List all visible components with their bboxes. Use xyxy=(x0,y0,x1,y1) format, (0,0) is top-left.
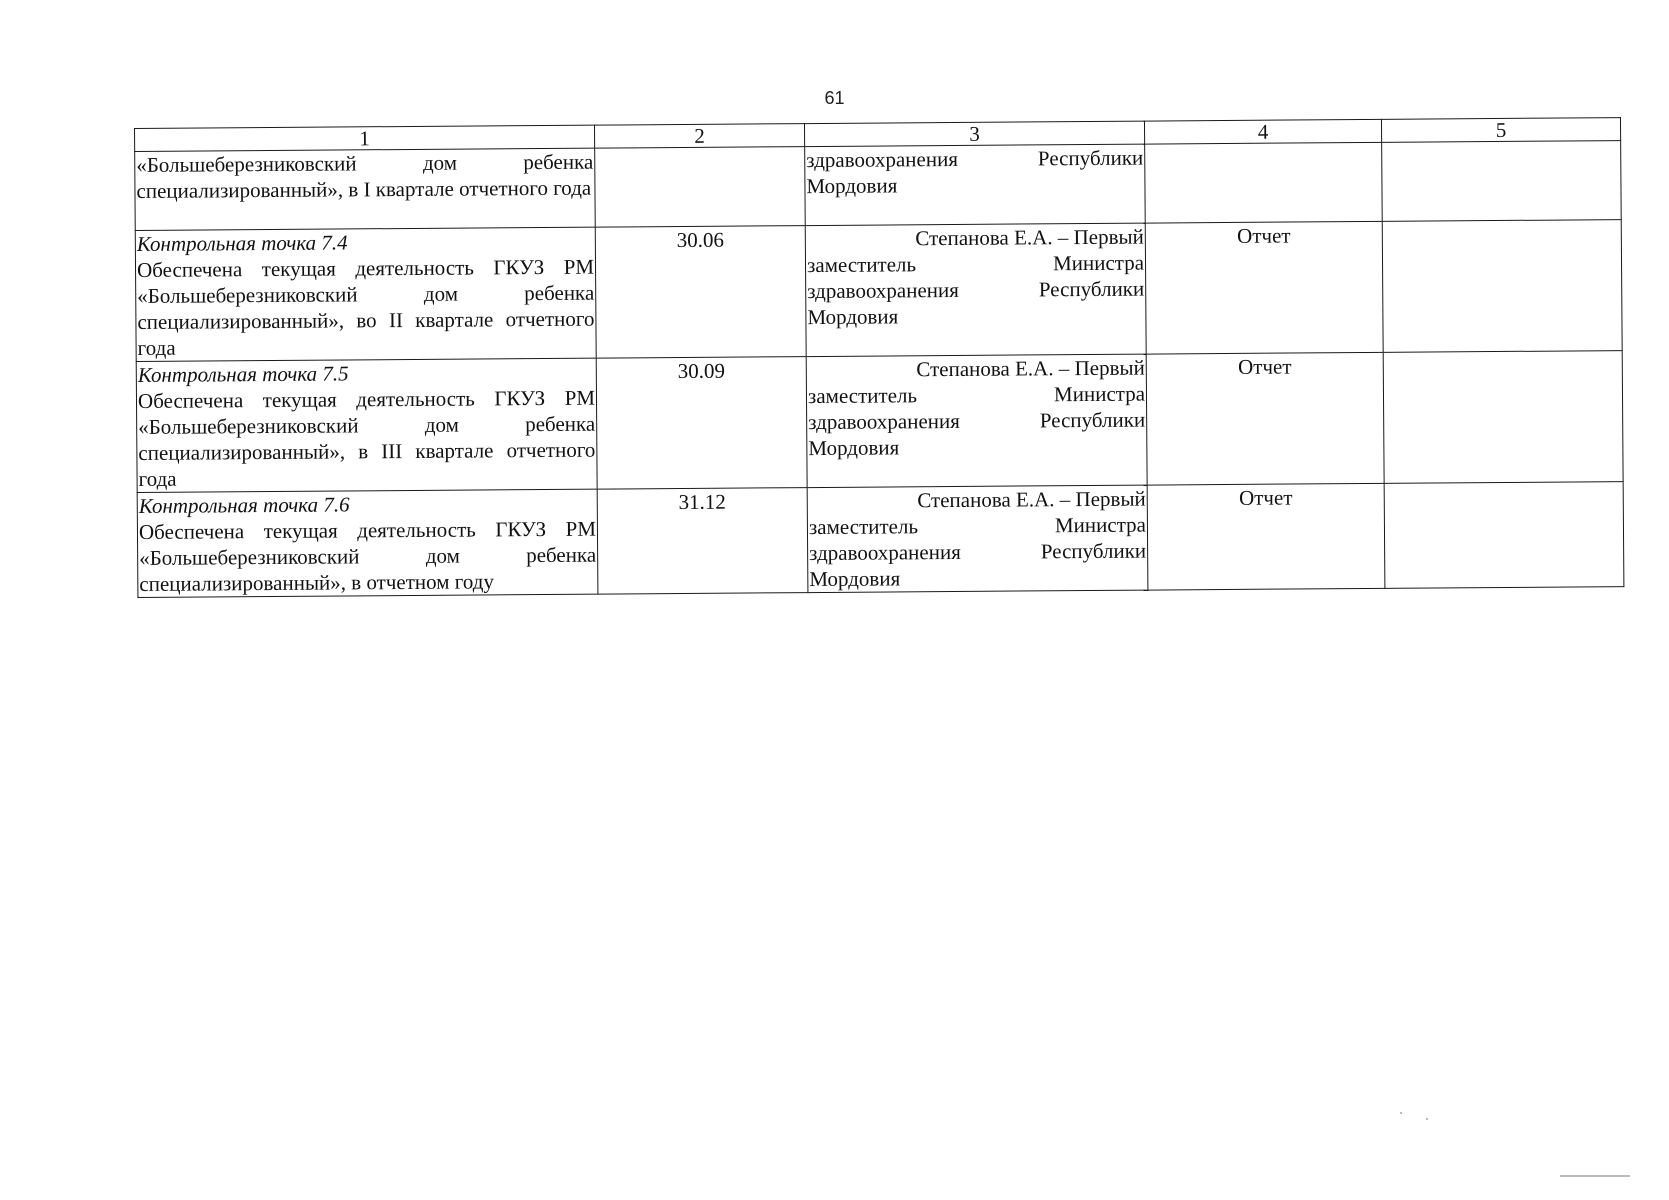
responsible-name: Степанова Е.А. – Первый xyxy=(916,355,1145,382)
date-cell xyxy=(597,488,808,595)
event-cell xyxy=(136,358,597,492)
event-cell xyxy=(135,148,596,230)
column-header-2: 2 xyxy=(594,124,804,149)
responsible-name: Степанова Е.А. – Первый xyxy=(915,224,1144,251)
result-cell xyxy=(1145,142,1383,223)
event-text: Обеспечена текущая деятельность ГКУЗ РМ «Большеберезниковский дом ребенка специализированный», в отчетном году xyxy=(138,516,597,596)
responsible-text: заместитель Министра здравоохранения Республики Мордовия xyxy=(808,512,1147,592)
responsible-cell xyxy=(806,354,1147,487)
responsible-text: здравоохранения Республики Мордовия xyxy=(806,145,1144,199)
responsible-text: заместитель Министра здравоохранения Республики Мордовия xyxy=(806,250,1145,330)
control-point-title: Контрольная точка 7.6 xyxy=(138,492,350,518)
date-cell xyxy=(595,226,806,359)
result-text: Отчет xyxy=(1237,223,1291,248)
note-cell xyxy=(1382,220,1622,353)
column-header-1: 1 xyxy=(135,125,595,151)
event-text: «Большеберезниковский дом ребенка специализированный», в I квартале отчетного года xyxy=(136,149,594,203)
result-cell xyxy=(1146,352,1384,485)
result-text: Отчет xyxy=(1237,354,1292,379)
scan-artifact-dot xyxy=(1426,1118,1428,1120)
event-text: Обеспечена текущая деятельность ГКУЗ РМ «Большеберезниковский дом ребенка специализированный», во II квартале отчетного года xyxy=(136,254,595,360)
table-row xyxy=(135,141,1622,231)
date-cell xyxy=(596,357,807,490)
note-cell xyxy=(1384,482,1624,589)
event-text: Обеспечена текущая деятельность ГКУЗ РМ «Большеберезниковский дом ребенка специализированный», в III квартале отчетного года xyxy=(137,385,596,491)
table-row xyxy=(136,351,1623,493)
responsible-cell xyxy=(805,223,1146,356)
event-cell xyxy=(135,227,596,361)
date-text: 30.06 xyxy=(676,227,725,253)
table-row xyxy=(135,220,1622,362)
column-header-3: 3 xyxy=(804,121,1144,146)
column-header-4: 4 xyxy=(1144,119,1381,144)
result-cell xyxy=(1145,221,1383,354)
responsible-text: заместитель Министра здравоохранения Республики Мордовия xyxy=(807,381,1146,461)
result-cell xyxy=(1147,483,1385,590)
responsible-cell xyxy=(807,485,1148,592)
note-cell xyxy=(1383,351,1623,484)
scan-artifact-dot xyxy=(1400,1112,1402,1114)
column-header-5: 5 xyxy=(1381,118,1620,143)
event-cell xyxy=(137,489,598,597)
control-point-title: Контрольная точка 7.4 xyxy=(136,230,348,256)
responsible-name: Степанова Е.А. – Первый xyxy=(917,486,1146,513)
control-point-title: Контрольная точка 7.5 xyxy=(137,361,349,387)
date-text: 31.12 xyxy=(678,489,726,515)
responsible-cell xyxy=(805,144,1146,225)
scan-artifact-line xyxy=(1560,1175,1630,1177)
date-cell xyxy=(595,147,806,228)
table-row xyxy=(137,482,1624,598)
result-text: Отчет xyxy=(1238,485,1293,510)
date-text: 30.09 xyxy=(677,358,726,384)
note-cell xyxy=(1382,141,1622,222)
control-points-table xyxy=(134,117,1624,598)
page-number: 61 xyxy=(824,88,845,108)
